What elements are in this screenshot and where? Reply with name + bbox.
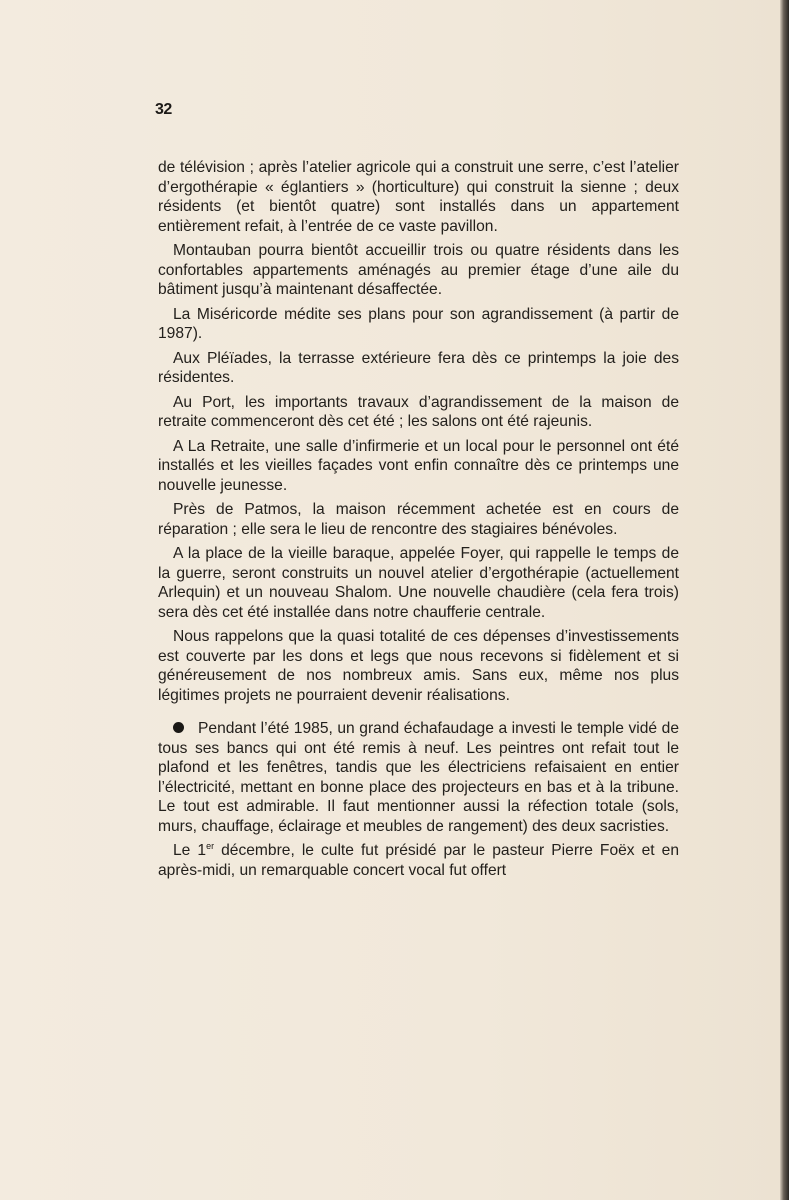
page-number: 32 [155, 101, 172, 118]
paragraph-3: La Miséricorde médite ses plans pour son agrandissement (à partir de 1987). [158, 305, 679, 342]
ordinal-superscript: er [206, 841, 215, 851]
paragraph-2: Montauban pourra bientôt accueillir trois ou quatre résidents dans les confortables appartements aménagés au premier étage d’une aile du bâtiment jusqu’à maintenant désaffectée. [158, 242, 679, 298]
page-edge-shadow [780, 0, 789, 1200]
last-paragraph-start: Le 1 [173, 842, 207, 859]
paragraph-7: Près de Patmos, la maison récemment achetée est en cours de réparation ; elle sera le lieu de rencontre des stagiaires bénévoles. [158, 501, 679, 538]
last-paragraph-rest: décembre, le culte fut présidé par le pasteur Pierre Foëx et en après-midi, un remarquable concert vocal fut offert [158, 842, 679, 879]
bullet-paragraph-text: Pendant l’été 1985, un grand échafaudage a investi le temple vidé de tous ses bancs qui ont été remis à neuf. Les peintres ont refait tout le plafond et les fenêtres, tandis que les électriciens refaisaient en entier l’électricité, mettant en bonne place des projecteurs en bas et à la tribune. Le tout est admirable. Il faut mentionner aussi la réfection totale (sols, murs, chauffage, éclairage et meubles de rangement) des deux sacristies. [158, 720, 679, 835]
body-text [158, 158, 679, 885]
bullet-dot-icon [173, 722, 184, 733]
paragraph-8: A la place de la vieille baraque, appelée Foyer, qui rappelle le temps de la guerre, seront construits un nouvel atelier d’ergothérapie (actuellement Arlequin) et un nouveau Shalom. Une nouvelle chaudière (cela fera trois) sera dès cet été installée dans notre chaufferie centrale. [158, 545, 679, 621]
paragraph-5: Au Port, les importants travaux d’agrandissement de la maison de retraite commenceront dès cet été ; les salons ont été rajeunis. [158, 393, 679, 430]
bullet-paragraph [158, 719, 679, 836]
paragraph-4: Aux Pléïades, la terrasse extérieure fera dès ce printemps la joie des résidentes. [158, 349, 679, 386]
paragraph-9: Nous rappelons que la quasi totalité de ces dépenses d’investissements est couverte par les dons et legs que nous recevons si fidèlement et si généreusement de nos nombreux amis. Sans eux, même nos plus légitimes projets ne pourraient devenir réalisations. [158, 628, 679, 704]
paragraph-1: de télévision ; après l’atelier agricole qui a construit une serre, c’est l’atelier d’ergothérapie « églantiers » (horticulture) qui construit la sienne ; deux résidents (et bientôt quatre) sont installés dans un appartement entièrement refait, à l’entrée de ce vaste pavillon. [158, 159, 679, 235]
paragraph-6: A La Retraite, une salle d’infirmerie et un local pour le personnel ont été installés et les vieilles façades vont enfin connaître dès ce printemps une nouvelle jeunesse. [158, 437, 679, 494]
last-paragraph [158, 841, 679, 880]
